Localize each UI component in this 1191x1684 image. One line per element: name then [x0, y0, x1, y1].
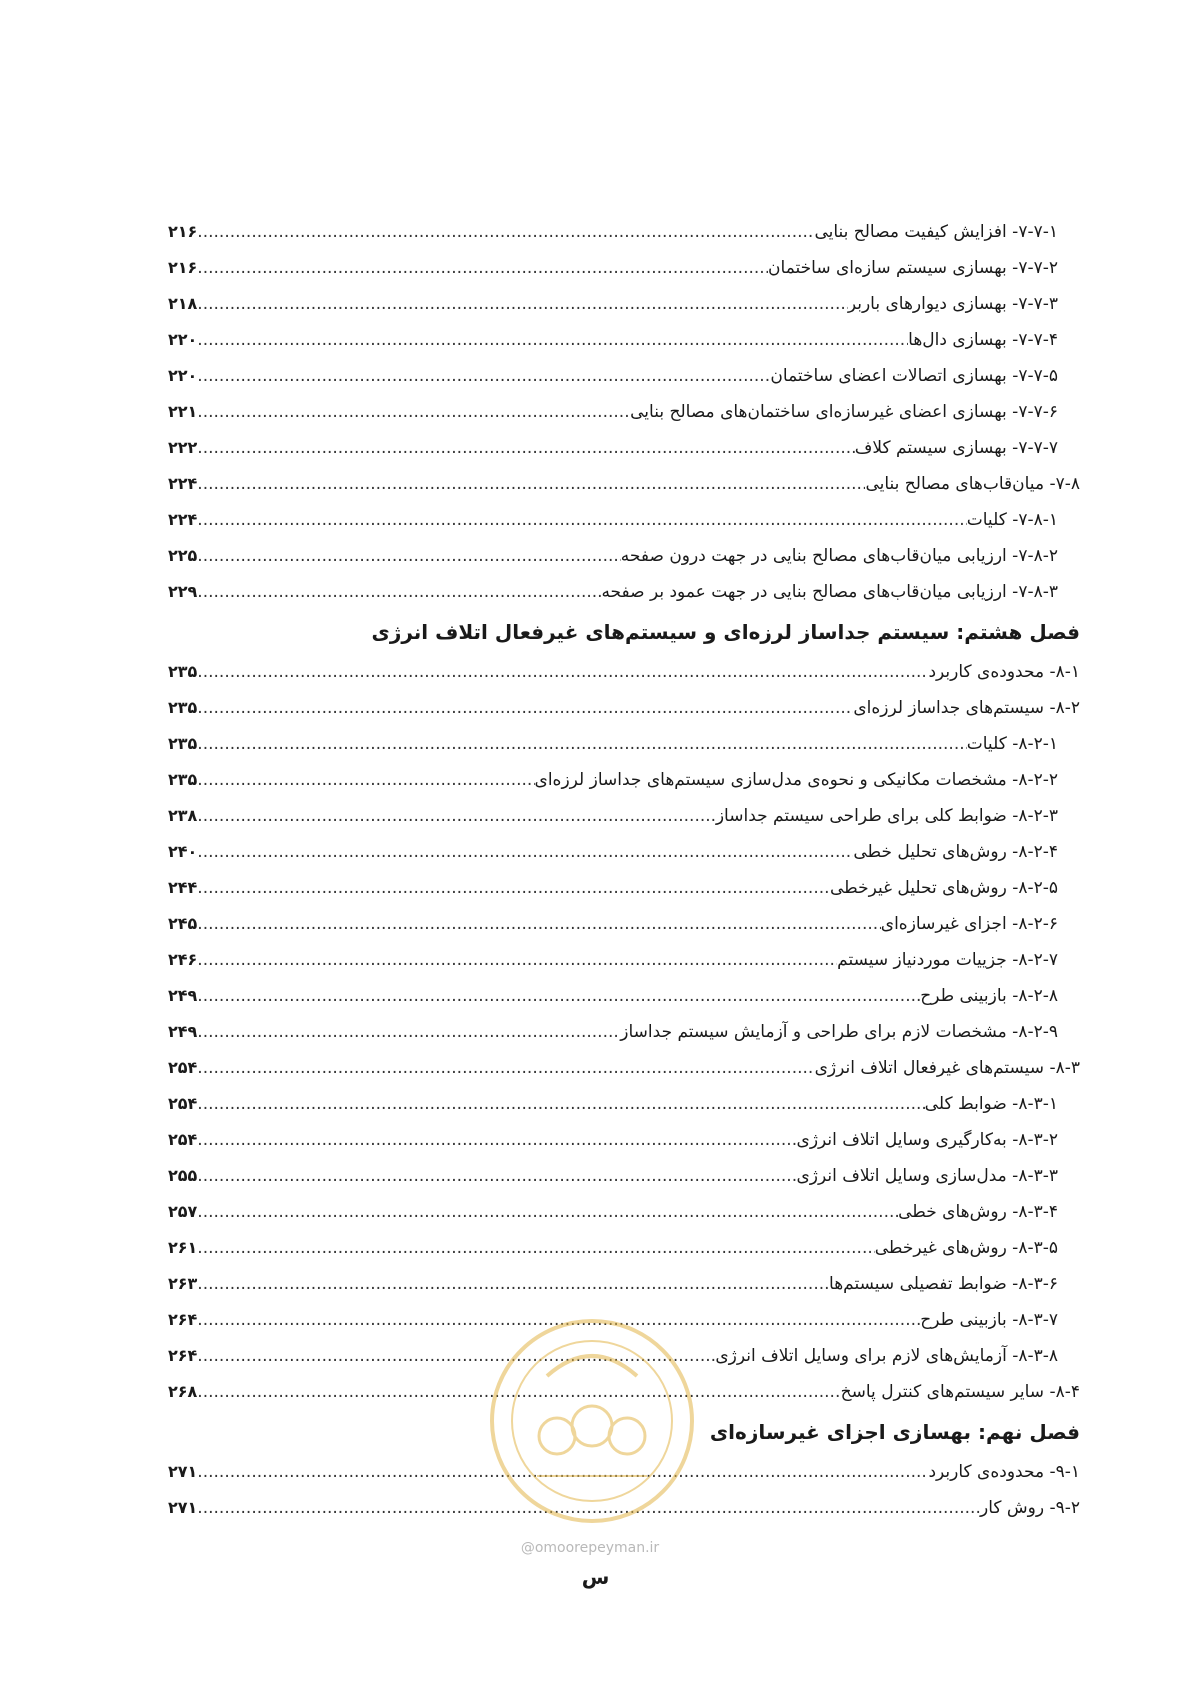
toc-leader-dots — [197, 1158, 796, 1194]
toc-entry[interactable] — [168, 1050, 1080, 1086]
toc-entry-title: ۸-۲-۷- جزییات موردنیاز سیستم — [837, 950, 1058, 970]
toc-entry-title: ۸-۳-۶- ضوابط تفصیلی سیستم‌ها — [829, 1274, 1058, 1294]
toc-entry[interactable] — [168, 394, 1080, 430]
toc-entry-title: ۸-۳-۲- به‌کارگیری وسایل اتلاف انرژی — [796, 1130, 1058, 1150]
toc-entry-title: ۸-۲-۴- روش‌های تحلیل خطی — [853, 842, 1058, 862]
toc-entry[interactable] — [168, 870, 1080, 906]
toc-leader-dots — [197, 250, 768, 286]
toc-leader-dots — [197, 538, 621, 574]
toc-entry-title: ۷-۷-۷- بهسازی سیستم کلاف — [854, 438, 1058, 458]
toc-leader-dots — [197, 286, 848, 322]
toc-entry[interactable] — [168, 726, 1080, 762]
toc-entry-page: ۲۱۶ — [168, 222, 198, 241]
toc-entry-title: ۸-۴- سایر سیستم‌های کنترل پاسخ — [840, 1382, 1080, 1402]
watermark-url: @omoorepeyman.ir — [520, 1540, 660, 1556]
toc-entry-page: ۲۳۵ — [168, 734, 198, 753]
toc-entry-title: ۷-۸-۳- ارزیابی میان‌قاب‌های مصالح بنایی در جهت عمود بر صفحه — [601, 582, 1058, 602]
toc-leader-dots — [197, 502, 966, 538]
toc-entry-page: ۲۱۸ — [168, 294, 198, 313]
toc-entry[interactable] — [168, 978, 1080, 1014]
toc-entry-title: ۸-۲-۵- روش‌های تحلیل غیرخطی — [830, 878, 1058, 898]
toc-entry[interactable] — [168, 1014, 1080, 1050]
toc-entry-page: ۲۵۴ — [168, 1058, 198, 1077]
toc-entry-title: ۸-۳-۳- مدل‌سازی وسایل اتلاف انرژی — [796, 1166, 1058, 1186]
toc-entry-title: ۷-۷-۲- بهسازی سیستم سازه‌ای ساختمان — [768, 258, 1058, 278]
toc-entry[interactable] — [168, 430, 1080, 466]
toc-entry[interactable] — [168, 834, 1080, 870]
toc-leader-dots — [197, 1086, 924, 1122]
page-number: س — [581, 1565, 610, 1589]
toc-entry-page: ۲۲۴ — [168, 510, 198, 529]
toc-entry-title: ۸-۲-۱- کلیات — [966, 734, 1058, 754]
toc-leader-dots — [197, 1266, 829, 1302]
toc-entry[interactable] — [168, 1086, 1080, 1122]
toc-entry-title: ۸-۳-۱- ضوابط کلی — [924, 1094, 1058, 1114]
toc-entry-title: ۸-۲-۲- مشخصات مکانیکی و نحوه‌ی مدل‌سازی سیستم‌های جداساز لرزه‌ای — [534, 770, 1058, 790]
toc-entry-page: ۲۳۵ — [168, 770, 198, 789]
toc-entry[interactable] — [168, 286, 1080, 322]
toc-leader-dots — [197, 762, 534, 798]
toc-entry-page: ۲۶۴ — [168, 1346, 198, 1365]
toc-entry[interactable] — [168, 1194, 1080, 1230]
toc-entry-title: ۸-۲-۹- مشخصات لازم برای طراحی و آزمایش سیستم جداساز — [620, 1022, 1058, 1042]
toc-leader-dots — [197, 358, 770, 394]
toc-leader-dots — [197, 1050, 814, 1086]
toc-entry-page: ۲۶۴ — [168, 1310, 198, 1329]
toc-entry-title: ۸-۱- محدوده‌ی کاربرد — [928, 662, 1080, 682]
toc-entry-page: ۲۷۱ — [168, 1498, 198, 1517]
toc-entry-title: ۹-۲- روش کار — [979, 1498, 1080, 1518]
toc-entry[interactable] — [168, 798, 1080, 834]
toc-entry[interactable] — [168, 1122, 1080, 1158]
toc-entry-page: ۲۷۱ — [168, 1462, 198, 1481]
toc-entry[interactable] — [168, 942, 1080, 978]
toc-entry-title: ۷-۷-۶- بهسازی اعضای غیرسازه‌ای ساختمان‌های مصالح بنایی — [630, 402, 1058, 422]
toc-entry-title: ۷-۷-۳- بهسازی دیوارهای باربر — [847, 294, 1058, 314]
toc-entry-page: ۲۶۸ — [168, 1382, 198, 1401]
toc-entry[interactable] — [168, 358, 1080, 394]
toc-entry-title: ۸-۳- سیستم‌های غیرفعال اتلاف انرژی — [814, 1058, 1080, 1078]
toc-entry-page: ۲۲۰ — [168, 366, 198, 385]
toc-entry-page: ۲۴۹ — [168, 986, 198, 1005]
toc-entry-page: ۲۵۴ — [168, 1094, 198, 1113]
toc-entry-title: ۸-۳-۷- بازبینی طرح — [920, 1310, 1058, 1330]
toc-leader-dots — [197, 214, 814, 250]
toc-entry[interactable] — [168, 1230, 1080, 1266]
toc-entry-title: ۹-۱- محدوده‌ی کاربرد — [928, 1462, 1080, 1482]
toc-leader-dots — [197, 394, 630, 430]
toc-leader-dots — [197, 906, 880, 942]
toc-entry-title: ۸-۲-۳- ضوابط کلی برای طراحی سیستم جداساز — [715, 806, 1058, 826]
toc-entry-page: ۲۵۵ — [168, 1166, 198, 1185]
toc-entry[interactable] — [168, 762, 1080, 798]
toc-entry-page: ۲۶۳ — [168, 1274, 198, 1293]
toc-entry-title: ۸-۳-۵- روش‌های غیرخطی — [874, 1238, 1058, 1258]
toc-entry-page: ۲۲۱ — [168, 402, 198, 421]
toc-entry-title: ۷-۷-۴- بهسازی دال‌ها — [908, 330, 1058, 350]
toc-leader-dots — [197, 1122, 796, 1158]
toc-entry-page: ۲۵۴ — [168, 1130, 198, 1149]
toc-entry[interactable] — [168, 654, 1080, 690]
toc-entry-page: ۲۲۴ — [168, 474, 198, 493]
toc-entry-title: ۷-۸-۲- ارزیابی میان‌قاب‌های مصالح بنایی در جهت درون صفحه — [620, 546, 1058, 566]
toc-entry[interactable] — [168, 214, 1080, 250]
toc-entry-page: ۲۴۴ — [168, 878, 198, 897]
toc-entry-page: ۲۳۵ — [168, 662, 198, 681]
toc-entry[interactable] — [168, 574, 1080, 610]
toc-leader-dots — [197, 726, 966, 762]
toc-leader-dots — [197, 798, 716, 834]
toc-leader-dots — [197, 1194, 898, 1230]
toc-entry-page: ۲۲۵ — [168, 546, 198, 565]
toc-leader-dots — [197, 690, 853, 726]
toc-entry-page: ۲۵۷ — [168, 1202, 198, 1221]
toc-entry-page: ۲۲۲ — [168, 438, 198, 457]
toc-entry-page: ۲۴۹ — [168, 1022, 198, 1041]
toc-entry[interactable] — [168, 690, 1080, 726]
toc-entry-page: ۲۶۱ — [168, 1238, 198, 1257]
toc-leader-dots — [197, 654, 928, 690]
chapter-heading: فصل هشتم: سیستم جداساز لرزه‌ای و سیستم‌های غیرفعال اتلاف انرژی — [371, 620, 1080, 644]
toc-entry-page: ۲۳۸ — [168, 806, 198, 825]
toc-leader-dots — [197, 978, 920, 1014]
toc-entry-title: ۷-۷-۱- افزایش کیفیت مصالح بنایی — [814, 222, 1058, 242]
toc-entry-title: ۸-۲-۸- بازبینی طرح — [920, 986, 1058, 1006]
toc-leader-dots — [197, 322, 908, 358]
toc-entry-title: ۸-۲-۶- اجزای غیرسازه‌ای — [880, 914, 1058, 934]
toc-entry-title: ۷-۸-۱- کلیات — [966, 510, 1058, 530]
toc-entry-page: ۲۳۵ — [168, 698, 198, 717]
toc-entry[interactable] — [168, 322, 1080, 358]
toc-entry[interactable] — [168, 1158, 1080, 1194]
toc-leader-dots — [197, 834, 853, 870]
chapter-heading: فصل نهم: بهسازی اجزای غیرسازه‌ای — [709, 1420, 1080, 1444]
toc-entry-title: ۸-۳-۸- آزمایش‌های لازم برای وسایل اتلاف انرژی — [715, 1346, 1058, 1366]
toc-entry-page: ۲۲۹ — [168, 582, 198, 601]
toc-entry[interactable] — [168, 906, 1080, 942]
toc-leader-dots — [197, 1014, 620, 1050]
toc-entry[interactable] — [168, 250, 1080, 286]
watermark-logo-icon — [487, 1316, 697, 1526]
toc-leader-dots — [197, 942, 837, 978]
toc-entry-title: ۷-۷-۵- بهسازی اتصالات اعضای ساختمان — [770, 366, 1058, 386]
toc-entry-page: ۲۲۰ — [168, 330, 198, 349]
toc-leader-dots — [197, 574, 601, 610]
toc-entry-page: ۲۴۰ — [168, 842, 198, 861]
toc-entry-page: ۲۱۶ — [168, 258, 198, 277]
toc-entry[interactable] — [168, 502, 1080, 538]
toc-entry-page: ۲۴۶ — [168, 950, 198, 969]
toc-leader-dots — [197, 466, 865, 502]
toc-entry-title: ۸-۳-۴- روش‌های خطی — [898, 1202, 1058, 1222]
toc-entry-page: ۲۴۵ — [168, 914, 198, 933]
toc-entry[interactable] — [168, 1266, 1080, 1302]
toc-entry[interactable] — [168, 538, 1080, 574]
toc-leader-dots — [197, 870, 830, 906]
toc-entry[interactable] — [168, 466, 1080, 502]
toc-entry-title: ۷-۸- میان‌قاب‌های مصالح بنایی — [865, 474, 1080, 494]
toc-leader-dots — [197, 430, 854, 466]
toc-leader-dots — [197, 1230, 874, 1266]
toc-entry-title: ۸-۲- سیستم‌های جداساز لرزه‌ای — [853, 698, 1080, 718]
